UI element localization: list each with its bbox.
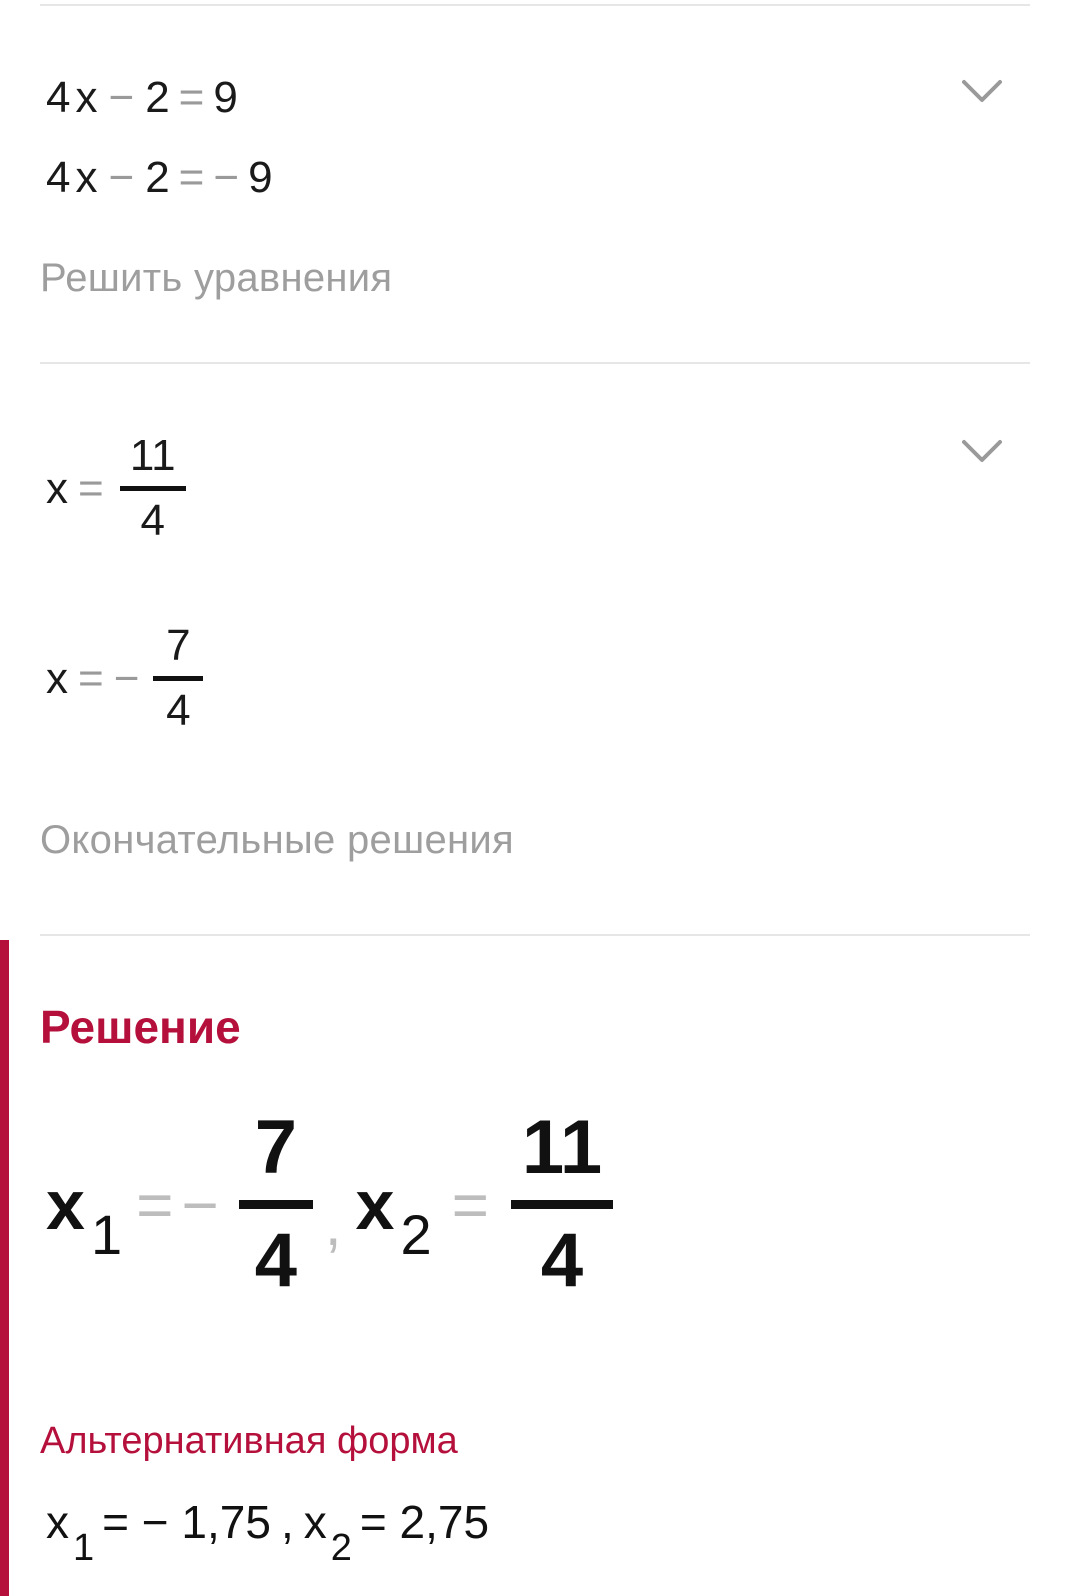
- variable-x2: x: [355, 1165, 395, 1244]
- coef: 4: [46, 73, 72, 122]
- chevron-down-icon[interactable]: [960, 76, 1004, 106]
- equals-sign: =: [178, 153, 206, 202]
- solution-accent-bar: [0, 940, 9, 1596]
- equals-sign: =: [451, 1168, 489, 1241]
- denominator: 4: [166, 686, 191, 735]
- variable-x2: x: [303, 1496, 327, 1548]
- fraction-bar: [153, 676, 203, 681]
- negative-sign: −: [181, 1168, 219, 1241]
- fraction-x2: [511, 1105, 613, 1303]
- minus-sign: −: [108, 73, 136, 122]
- fraction: [120, 432, 186, 545]
- alternative-answer: [46, 1495, 490, 1569]
- equals-sign: =: [136, 1168, 174, 1241]
- section-divider: [40, 362, 1030, 364]
- subscript: 1: [90, 1203, 123, 1266]
- numerator: 11: [129, 431, 176, 480]
- equation-1: [46, 73, 239, 122]
- solution-title: Решение: [40, 1001, 241, 1053]
- coef: 4: [46, 153, 72, 202]
- variable: x: [75, 73, 99, 122]
- step-caption-solve: Решить уравнения: [40, 256, 393, 300]
- chevron-down-icon[interactable]: [960, 436, 1004, 466]
- value-x1: = − 1,75: [102, 1496, 271, 1548]
- separator-comma: ,: [280, 1496, 294, 1548]
- fraction: [153, 622, 203, 735]
- value-x2: = 2,75: [359, 1496, 490, 1548]
- fraction-x1: [239, 1105, 313, 1303]
- solution-line-2: [46, 622, 203, 735]
- denominator: 4: [254, 1218, 297, 1303]
- equals-sign: =: [78, 463, 104, 513]
- variable-x1: x: [46, 1496, 69, 1548]
- numerator: 7: [166, 621, 191, 670]
- fraction-bar: [239, 1200, 313, 1209]
- step-caption-final: Окончательные решения: [40, 818, 514, 862]
- equation-2: [46, 153, 274, 202]
- numerator: 11: [521, 1105, 603, 1190]
- numerator: 7: [254, 1105, 297, 1190]
- subscript: 2: [330, 1527, 352, 1569]
- subscript: 2: [400, 1203, 432, 1266]
- denominator: 4: [540, 1218, 584, 1303]
- rhs-value: 9: [213, 73, 239, 122]
- top-divider: [40, 4, 1030, 6]
- negative-sign: −: [213, 153, 241, 202]
- variable: x: [46, 463, 68, 513]
- fraction-bar: [511, 1200, 613, 1209]
- final-answer: [46, 1105, 617, 1303]
- equals-sign: =: [178, 73, 206, 122]
- negative-sign: −: [113, 653, 140, 703]
- section-divider: [40, 934, 1030, 936]
- variable: x: [75, 153, 99, 202]
- fraction-bar: [120, 486, 186, 491]
- constant: 2: [145, 73, 171, 122]
- constant: 2: [145, 153, 171, 202]
- equals-sign: =: [78, 653, 104, 703]
- denominator: 4: [140, 496, 165, 545]
- rhs-value: 9: [248, 153, 274, 202]
- variable: x: [46, 653, 68, 703]
- variable-x1: x: [46, 1165, 85, 1244]
- minus-sign: −: [108, 153, 136, 202]
- solution-line-1: [46, 432, 186, 545]
- separator-comma: ,: [324, 1191, 342, 1258]
- alternative-form-title: Альтернативная форма: [40, 1420, 458, 1462]
- subscript: 1: [73, 1527, 95, 1569]
